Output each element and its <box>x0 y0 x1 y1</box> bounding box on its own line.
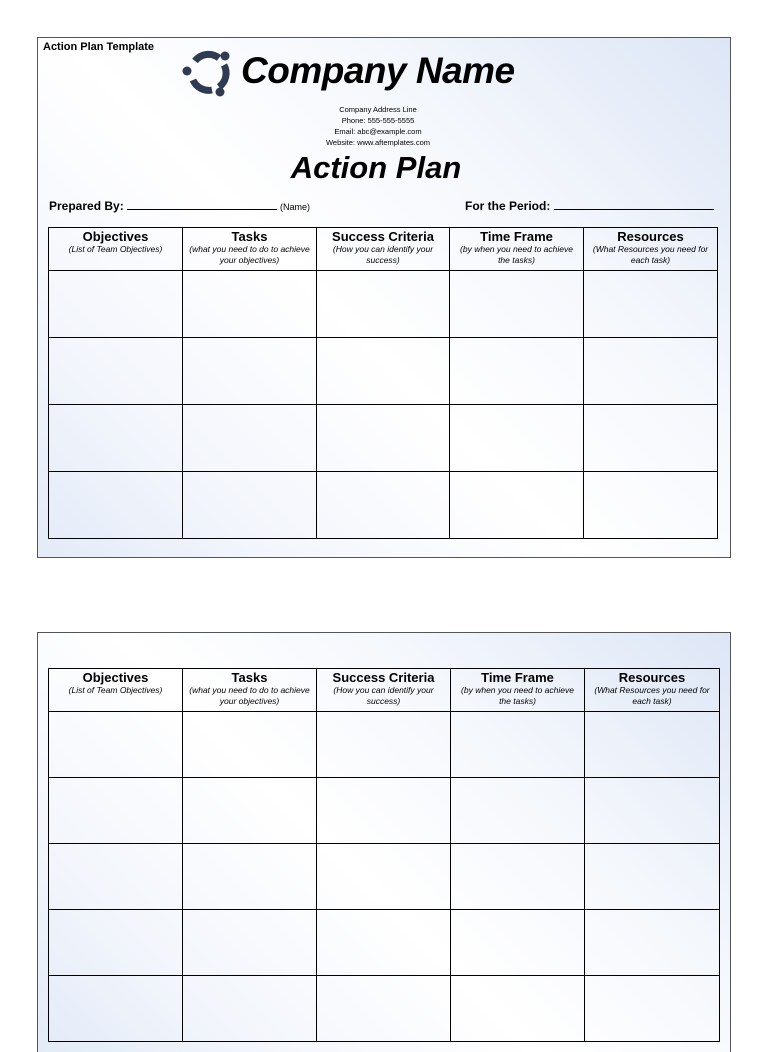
period-blank[interactable] <box>554 199 714 210</box>
table-cell[interactable] <box>183 405 317 472</box>
table-cell[interactable] <box>584 271 718 338</box>
table-cell[interactable] <box>183 712 317 778</box>
table-cell[interactable] <box>585 976 720 1042</box>
header-time-frame: Time Frame (by when you need to achieve the tasks) <box>450 228 584 271</box>
prepared-by-label: Prepared By: <box>49 199 124 213</box>
table-cell[interactable] <box>451 910 585 976</box>
period-label: For the Period: <box>465 199 551 213</box>
table-cell[interactable] <box>584 338 718 405</box>
header-objectives: Objectives (List of Team Objectives) <box>49 228 183 271</box>
header-success-criteria: Success Criteria (How you can identify your success) <box>317 669 451 712</box>
table-cell[interactable] <box>451 712 585 778</box>
company-name: Company Name <box>241 50 515 91</box>
contact-block <box>38 104 718 148</box>
table-cell[interactable] <box>451 778 585 844</box>
page-two <box>37 632 731 1052</box>
table-cell[interactable] <box>450 405 584 472</box>
table-cell[interactable] <box>49 910 183 976</box>
period-field <box>465 199 714 213</box>
table-cell[interactable] <box>49 778 183 844</box>
table-cell[interactable] <box>317 976 451 1042</box>
table-cell[interactable] <box>317 271 450 338</box>
table-cell[interactable] <box>49 271 183 338</box>
table-row <box>49 405 718 472</box>
prepared-by-field <box>49 199 310 213</box>
header-tasks: Tasks (what you need to do to achieve your objectives) <box>183 669 317 712</box>
table-cell[interactable] <box>49 338 183 405</box>
table-header-row <box>49 669 720 712</box>
action-plan-table-continued <box>48 668 720 1042</box>
table-cell[interactable] <box>49 712 183 778</box>
header-resources: Resources (What Resources you need for each task) <box>585 669 720 712</box>
header-success-criteria: Success Criteria (How you can identify your success) <box>317 228 450 271</box>
table-cell[interactable] <box>585 712 720 778</box>
table-row <box>49 472 718 539</box>
name-hint: (Name) <box>280 202 311 212</box>
table-header-row <box>49 228 718 271</box>
table-cell[interactable] <box>49 844 183 910</box>
plan-title: Action Plan <box>290 150 462 185</box>
table-row <box>49 338 718 405</box>
table-cell[interactable] <box>49 405 183 472</box>
phone-line: Phone: 555-555-5555 <box>341 116 415 125</box>
table-cell[interactable] <box>183 844 317 910</box>
table-cell[interactable] <box>585 910 720 976</box>
table-row <box>49 271 718 338</box>
table-cell[interactable] <box>317 778 451 844</box>
table-cell[interactable] <box>450 338 584 405</box>
table-cell[interactable] <box>317 712 451 778</box>
table-row <box>49 712 720 778</box>
table-row <box>49 976 720 1042</box>
table-cell[interactable] <box>183 778 317 844</box>
table-cell[interactable] <box>585 844 720 910</box>
table-cell[interactable] <box>49 472 183 539</box>
table-cell[interactable] <box>183 271 317 338</box>
table-cell[interactable] <box>183 976 317 1042</box>
template-title: Action Plan Template <box>43 41 155 53</box>
table-row <box>49 778 720 844</box>
header-tasks: Tasks (what you need to do to achieve your objectives) <box>183 228 317 271</box>
table-row <box>49 844 720 910</box>
email-line: Email: abc@example.com <box>334 127 422 136</box>
table-cell[interactable] <box>183 472 317 539</box>
table-cell[interactable] <box>450 472 584 539</box>
action-plan-table <box>48 227 718 539</box>
table-cell[interactable] <box>317 472 450 539</box>
table-cell[interactable] <box>451 844 585 910</box>
table-cell[interactable] <box>450 271 584 338</box>
table-cell[interactable] <box>317 405 450 472</box>
table-cell[interactable] <box>451 976 585 1042</box>
table-cell[interactable] <box>584 405 718 472</box>
header-resources: Resources (What Resources you need for each task) <box>584 228 718 271</box>
table-cell[interactable] <box>183 338 317 405</box>
prepared-by-blank[interactable] <box>127 199 277 210</box>
table-cell[interactable] <box>49 976 183 1042</box>
table-row <box>49 910 720 976</box>
table-cell[interactable] <box>585 778 720 844</box>
address-line: Company Address Line <box>339 105 417 114</box>
header-objectives: Objectives (List of Team Objectives) <box>49 669 183 712</box>
company-logo-icon <box>181 44 237 100</box>
table-cell[interactable] <box>317 910 451 976</box>
table-cell[interactable] <box>183 910 317 976</box>
table-cell[interactable] <box>584 472 718 539</box>
page-one <box>37 37 731 558</box>
table-cell[interactable] <box>317 338 450 405</box>
website-line: Website: www.aftemplates.com <box>325 138 431 147</box>
table-cell[interactable] <box>317 844 451 910</box>
header-time-frame: Time Frame (by when you need to achieve the tasks) <box>451 669 585 712</box>
